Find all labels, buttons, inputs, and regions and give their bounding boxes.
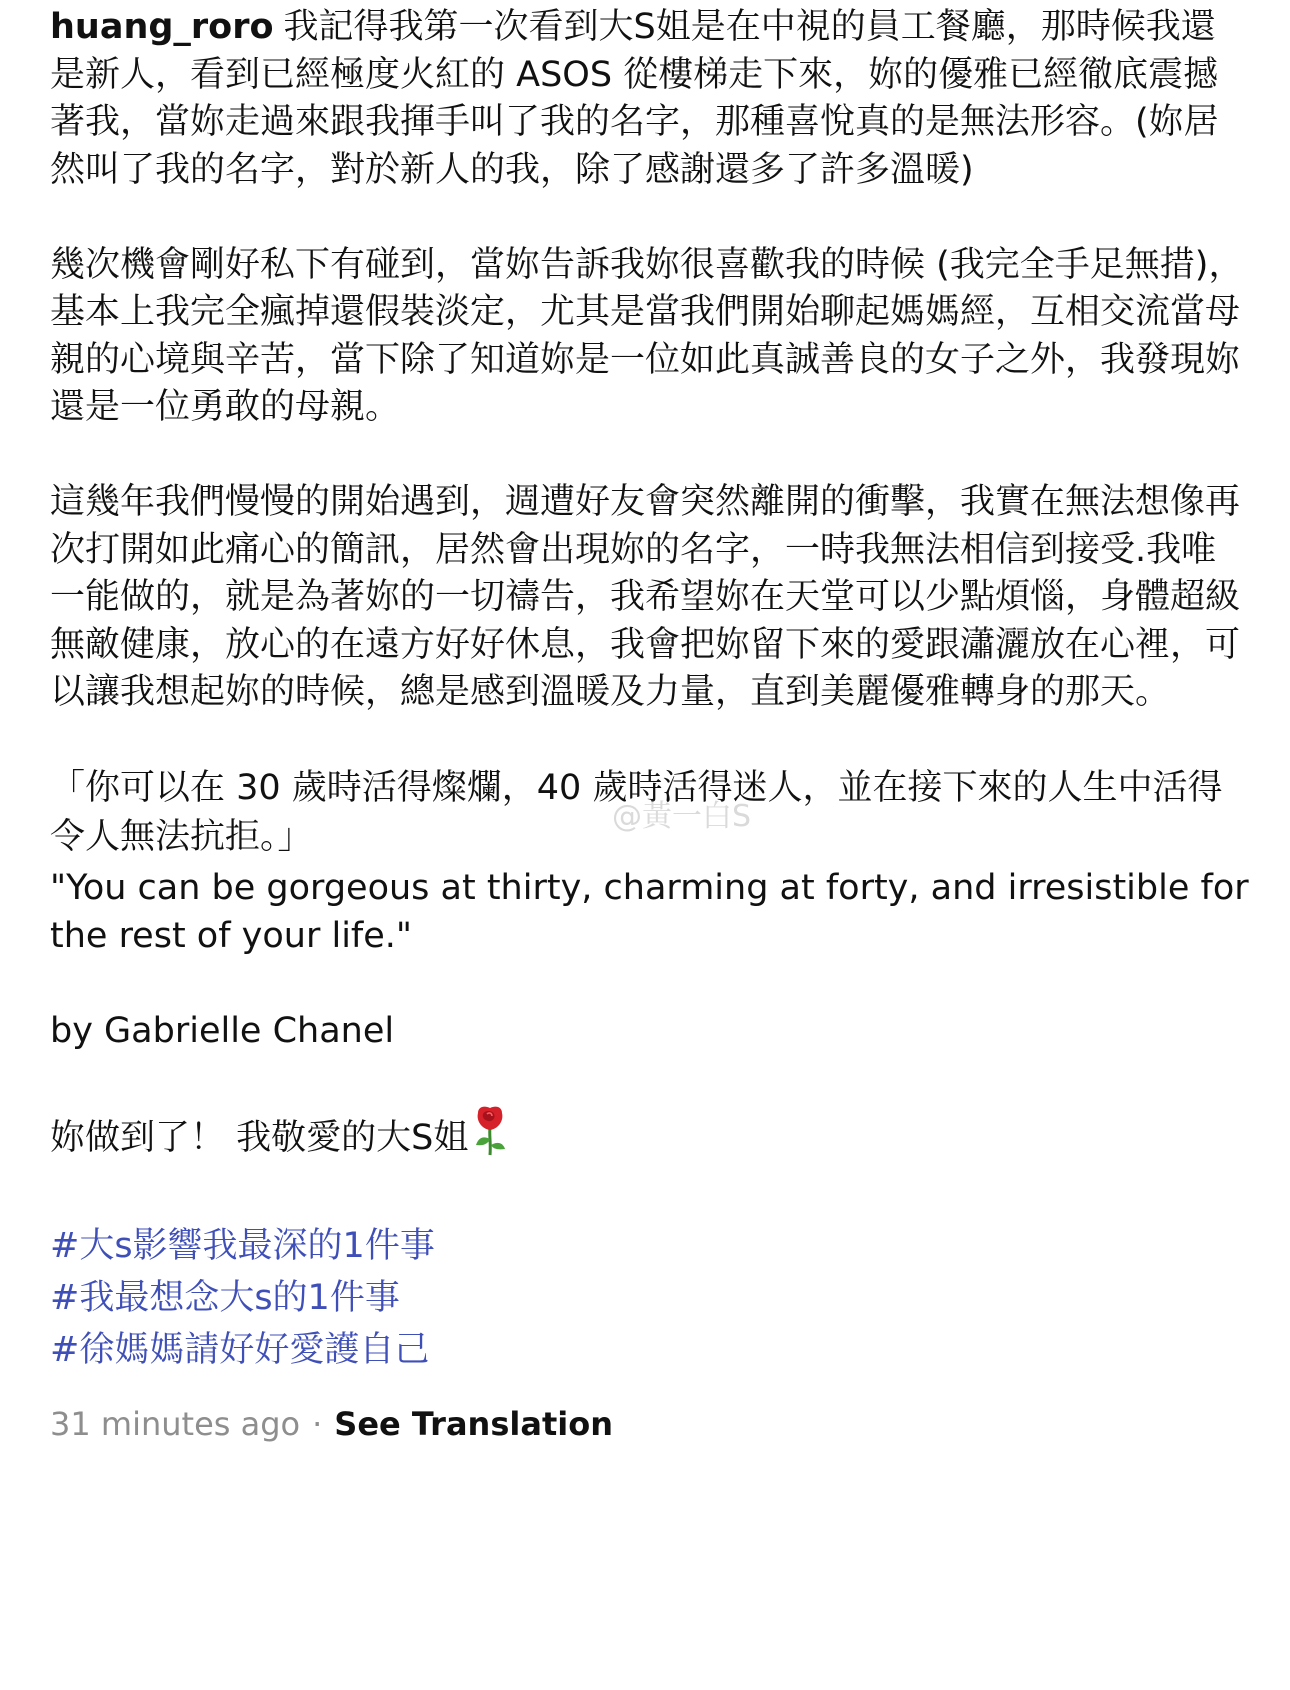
- watermark: @黃一白S: [612, 799, 752, 834]
- hashtag-list: [50, 1220, 1250, 1376]
- rose-emoji-icon: [470, 1105, 510, 1170]
- quote-english: "You can be gorgeous at thirty, charming at forty, and irresistible for the rest of your life.": [50, 868, 1249, 956]
- caption-paragraph-1: [50, 4, 1250, 194]
- see-translation-button[interactable]: See Translation: [334, 1405, 613, 1443]
- closing-line: [50, 1105, 1250, 1170]
- quote-chinese: 「你可以在 30 歲時活得燦爛，40 歲時活得迷人，並在接下來的人生中活得令人無法抗拒。」: [50, 768, 1223, 857]
- hashtag-link[interactable]: #我最想念大s的1件事: [50, 1278, 400, 1318]
- caption-paragraph-3: 這幾年我們慢慢的開始遇到，週遭好友會突然離開的衝擊，我實在無法想像再次打開如此痛心的簡訊，居然會出現妳的名字，一時我無法相信到接受.我唯一能做的，就是為著妳的一切禱告，我希望妳在天堂可以少點煩惱，身體超級無敵健康，放心的在遠方好好休息，我會把妳留下來的愛跟瀟灑放在心裡，可以讓我想起妳的時候，總是感到溫暖及力量，直到美麗優雅轉身的那天。: [50, 482, 1241, 712]
- closing-text: 妳做到了！ 我敬愛的大S姐: [50, 1118, 469, 1158]
- paragraph-1-text: 我記得我第一次看到大S姐是在中視的員工餐廳，那時候我還是新人，看到已經極度火紅的 ASOS 從樓梯走下來，妳的優雅已經徹底震撼著我，當妳走過來跟我揮手叫了我的名字，那種喜悅真的是無法形容。(妳居然叫了我的名字，對於新人的我，除了感謝還多了許多溫暖): [50, 7, 1219, 190]
- post-timestamp: 31 minutes ago: [50, 1405, 301, 1443]
- caption-paragraph-2: 幾次機會剛好私下有碰到，當妳告訴我妳很喜歡我的時候 (我完全手足無措)，基本上我完全瘋掉還假裝淡定，尤其是當我們開始聊起媽媽經，互相交流當母親的心境與辛苦，當下除了知道妳是一位如此真誠善良的女子之外，我發現妳還是一位勇敢的母親。: [50, 244, 1244, 427]
- username-link[interactable]: huang_roro: [50, 7, 274, 47]
- post-caption: [50, 0, 1250, 1446]
- post-meta: [50, 1402, 1250, 1446]
- hashtag-link[interactable]: #大s影響我最深的1件事: [50, 1226, 435, 1266]
- hashtag-link[interactable]: #徐媽媽請好好愛護自己: [50, 1330, 430, 1370]
- quote-byline: by Gabrielle Chanel: [50, 1011, 395, 1051]
- meta-separator: ·: [312, 1405, 323, 1443]
